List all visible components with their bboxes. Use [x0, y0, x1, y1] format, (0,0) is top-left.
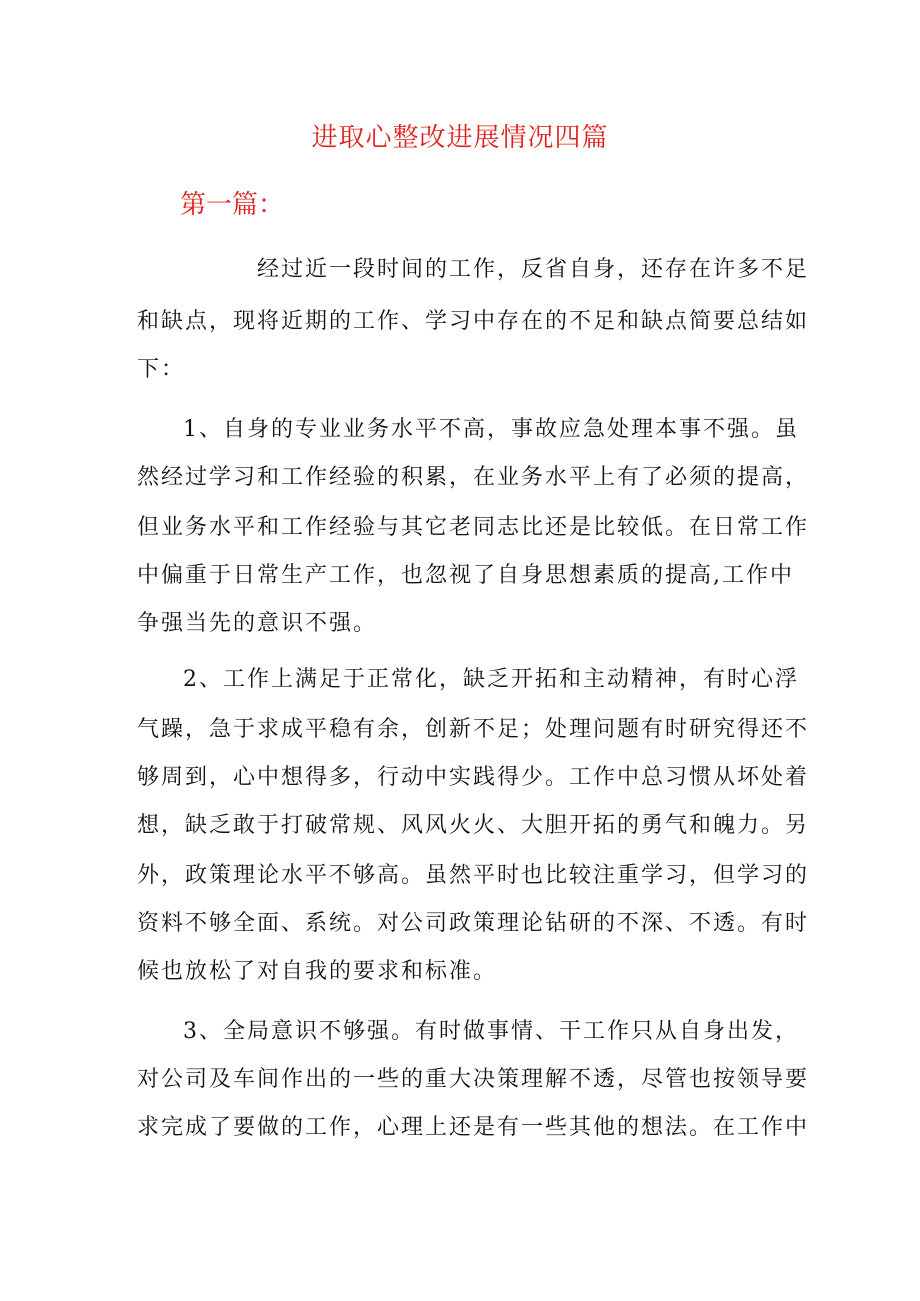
text-line: 下： [137, 357, 186, 382]
text-line: 候也放松了对自我的要求和标准。 [137, 959, 498, 984]
document-title: 进取心整改进展情况四篇 [311, 123, 609, 153]
text-line: 和缺点，现将近期的工作、学习中存在的不足和缺点简要总结如 [137, 309, 810, 334]
text-line: 想，缺乏敢于打破常规、风风火火、大胆开拓的勇气和魄力。另 [137, 813, 810, 838]
text-line: 够周到，心中想得多，行动中实践得少。工作中总习惯从坏处着 [137, 765, 810, 790]
text-line: 中偏重于日常生产工作，也忽视了自身思想素质的提高,工作中 [137, 563, 794, 588]
text-line: 2、工作上满足于正常化，缺乏开拓和主动精神，有时心浮 [183, 667, 799, 692]
text-line: 3、全局意识不够强。有时做事情、干工作只从自身出发， [183, 1019, 799, 1044]
text-line: 资料不够全面、系统。对公司政策理论钻研的不深、不透。有时 [137, 911, 810, 936]
text-line: 气躁，急于求成平稳有余，创新不足；处理问题有时研究得还不 [137, 717, 810, 742]
text-line: 求完成了要做的工作，心理上还是有一些其他的想法。在工作中 [137, 1115, 810, 1140]
text-line: 1、自身的专业业务水平不高，事故应急处理本事不强。虽 [183, 417, 799, 442]
section-heading: 第一篇： [180, 190, 285, 220]
text-line: 但业务水平和工作经验与其它老同志比还是比较低。在日常工作 [137, 515, 810, 540]
text-line: 然经过学习和工作经验的积累，在业务水平上有了必须的提高， [137, 465, 810, 490]
text-line: 外，政策理论水平不够高。虽然平时也比较注重学习，但学习的 [137, 863, 810, 888]
text-line: 对公司及车间作出的一些的重大决策理解不透，尽管也按领导要 [137, 1067, 810, 1092]
text-line: 争强当先的意识不强。 [137, 611, 378, 636]
text-line: 经过近一段时间的工作，反省自身，还存在许多不足 [257, 257, 810, 282]
